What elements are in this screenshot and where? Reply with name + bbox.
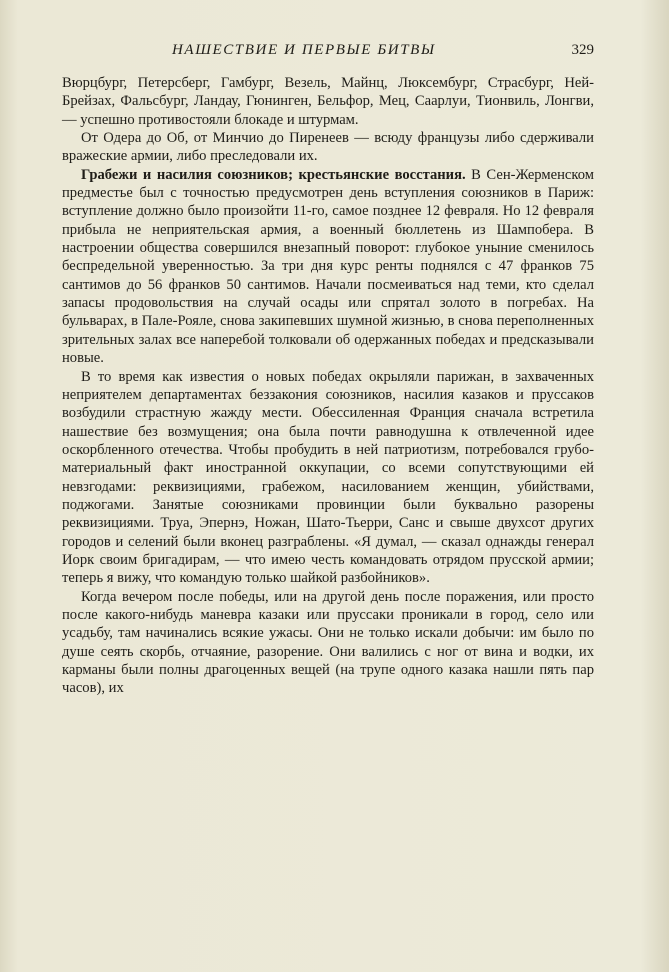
paragraph-5: Когда вечером после победы, или на другой день после поражения, или просто после какого-нибудь маневра казаки или пруссаки проникали в город, село или усадьбу, там начинались всякие ужасы. Они не только искали добычи: им было по душе сеять скорбь, отчаяние, разорение. Они валились с ног от вина и водки, их карманы были полны драгоценных вещей (на трупе одного казака нашли пять пар часов), их <box>62 588 594 697</box>
running-head: НАШЕСТВИЕ И ПЕРВЫЕ БИТВЫ <box>172 42 436 58</box>
paragraph-2: От Одера до Об, от Минчио до Пиренеев — всюду французы либо сдерживали вражеские армии, либо преследовали их. <box>62 130 594 165</box>
paragraph-1: Вюрцбург, Петерсберг, Гамбург, Везель, Майнц, Люксембург, Страсбург, Ней-Брейзах, Фальсбург, Ландау, Гюнинген, Бельфор, Мец, Саарлуи, Тионвиль, Лонгви, — успешно противостояли блокаде и штурмам. <box>62 75 594 128</box>
paragraph-3 <box>62 166 594 368</box>
body-text <box>62 74 594 698</box>
paragraph-4: В то время как известия о новых победах окрыляли парижан, в захваченных неприятелем департаментах беззакония союзников, насилия казаков и пруссаков возбудили страстную жажду мести. Обессиленная Франция сначала встретила нашествие без возмущения; она была почти равнодушна к отвлеченной идее оскорбленного отечества. Чтобы пробудить в ней патриотизм, потребовался грубо-материальный факт иностранной оккупации, со всеми сопутствующими ей невзгодами: реквизициями, грабежом, насилованием женщин, убийствами, поджогами. Занятые союзниками провинции были буквально разорены реквизициями. Труа, Эпернэ, Ножан, Шато-Тьерри, Санс и свыше двухсот других городов и селений были вконец разграблены. «Я думал, — сказал однажды генерал Иорк своим бригадирам, — что имею честь командовать отрядом прусской армии; теперь я вижу, что командую только шайкой разбойников». <box>62 368 594 587</box>
page-header <box>60 42 594 66</box>
paragraph-3-text: В Сен-Жерменском предместье был с точностью предусмотрен день вступления союзников в Париж: вступление должно было произойти 11-го, самое позднее 12 февраля. Но 12 февраля прибыла не неприятельская армия, а военный бюллетень из Шампобера. В настроении общества совершился внезапный поворот: глубокое уныние сменилось беспредельной уверенностью. За три дня курс ренты поднялся с 47 франков 75 сантимов до 56 франков 50 сантимов. Начали посмеиваться над теми, кто сделал запасы продовольствия на случай осады или спрятал золото в погребах. На бульварах, в Пале-Рояле, снова закипевших шумной жизнью, в снова переполненных зрительных залах все наперебой толковали об одержанных победах и предсказывали новые. <box>62 166 594 367</box>
section-heading: Грабежи и насилия союзников; крестьянские восстания. <box>81 166 466 183</box>
page-number: 329 <box>571 42 594 58</box>
